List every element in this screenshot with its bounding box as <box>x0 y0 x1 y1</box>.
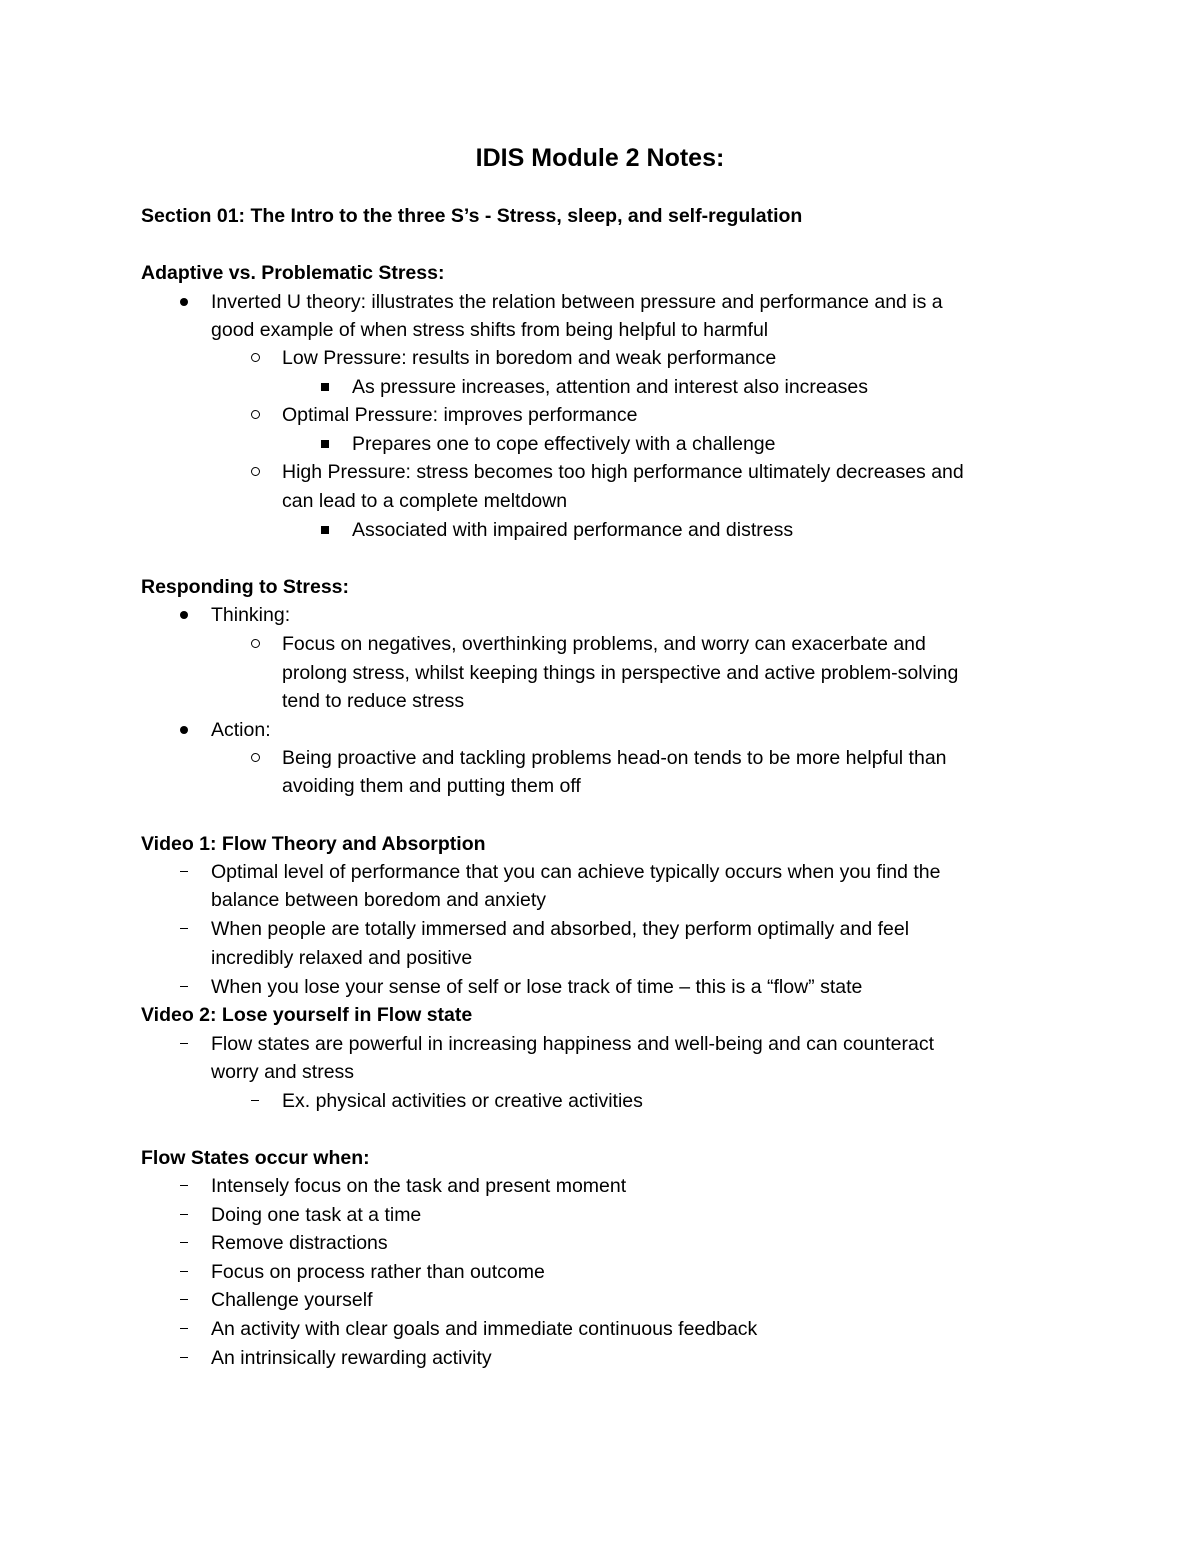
bullet-dash-icon <box>174 1258 194 1286</box>
video1-item-cont: balance between boredom and anxiety <box>211 889 546 911</box>
inverted-u-text-cont: good example of when stress shifts from being helpful to harmful <box>211 319 769 341</box>
bullet-dash-icon <box>174 973 194 1001</box>
bullet-square-icon <box>315 373 335 401</box>
document-title: IDIS Module 2 Notes: <box>475 144 725 172</box>
section-heading: Section 01: The Intro to the three S’s - Stress, sleep, and self-regulation <box>141 205 803 227</box>
bullet-dot-icon <box>174 716 194 744</box>
flow-state-item: Challenge yourself <box>211 1289 373 1311</box>
bullet-ring-icon <box>245 401 265 429</box>
thinking-text: Focus on negatives, overthinking problems, and worry can exacerbate and <box>282 633 926 655</box>
bullet-dash-icon <box>174 1172 194 1200</box>
bullet-dash-icon <box>174 1229 194 1257</box>
flow-states-heading: Flow States occur when: <box>141 1147 370 1169</box>
flow-state-item: An intrinsically rewarding activity <box>211 1347 492 1369</box>
video2-heading: Video 2: Lose yourself in Flow state <box>141 1004 473 1026</box>
low-pressure-sub-text: As pressure increases, attention and interest also increases <box>352 376 868 398</box>
action-text: Being proactive and tackling problems head-on tends to be more helpful than <box>282 747 947 769</box>
responding-heading: Responding to Stress: <box>141 576 350 598</box>
bullet-square-icon <box>315 516 335 544</box>
high-pressure-text: High Pressure: stress becomes too high performance ultimately decreases and <box>282 461 964 483</box>
bullet-dash-icon <box>245 1087 265 1115</box>
bullet-dash-icon <box>174 1201 194 1229</box>
high-pressure-text-cont: can lead to a complete meltdown <box>282 490 568 512</box>
bullet-dash-icon <box>174 858 194 886</box>
flow-state-item: Intensely focus on the task and present moment <box>211 1175 627 1197</box>
flow-state-item: Focus on process rather than outcome <box>211 1261 545 1283</box>
thinking-text-cont: tend to reduce stress <box>282 690 465 712</box>
bullet-dash-icon <box>174 1030 194 1058</box>
thinking-text-cont: prolong stress, whilst keeping things in perspective and active problem-solving <box>282 662 959 684</box>
bullet-dot-icon <box>174 601 194 629</box>
flow-state-item: Remove distractions <box>211 1232 388 1254</box>
video1-item: Optimal level of performance that you can achieve typically occurs when you find the <box>211 861 941 883</box>
flow-state-item: An activity with clear goals and immediate continuous feedback <box>211 1318 758 1340</box>
video1-heading: Video 1: Flow Theory and Absorption <box>141 833 486 855</box>
action-label: Action: <box>211 719 271 741</box>
action-text-cont: avoiding them and putting them off <box>282 775 581 797</box>
bullet-ring-icon <box>245 630 265 658</box>
adaptive-heading: Adaptive vs. Problematic Stress: <box>141 262 445 284</box>
high-pressure-sub-text: Associated with impaired performance and distress <box>352 519 794 541</box>
thinking-label: Thinking: <box>211 604 291 626</box>
bullet-dash-icon <box>174 1315 194 1343</box>
video2-item-cont: worry and stress <box>211 1061 355 1083</box>
bullet-square-icon <box>315 430 335 458</box>
bullet-dash-icon <box>174 1344 194 1372</box>
inverted-u-text: Inverted U theory: illustrates the relation between pressure and performance and is a <box>211 291 943 313</box>
optimal-pressure-sub-text: Prepares one to cope effectively with a challenge <box>352 433 776 455</box>
optimal-pressure-text: Optimal Pressure: improves performance <box>282 404 638 426</box>
video1-item: When people are totally immersed and absorbed, they perform optimally and feel <box>211 918 910 940</box>
video2-item: Flow states are powerful in increasing happiness and well-being and can counteract <box>211 1033 935 1055</box>
flow-state-item: Doing one task at a time <box>211 1204 422 1226</box>
bullet-dash-icon <box>174 1286 194 1314</box>
bullet-ring-icon <box>245 458 265 486</box>
video1-item-cont: incredibly relaxed and positive <box>211 947 473 969</box>
video1-item: When you lose your sense of self or lose track of time – this is a “flow” state <box>211 976 863 998</box>
bullet-dot-icon <box>174 288 194 316</box>
bullet-ring-icon <box>245 344 265 372</box>
video2-sub-item: Ex. physical activities or creative activities <box>282 1090 643 1112</box>
bullet-ring-icon <box>245 744 265 772</box>
bullet-dash-icon <box>174 915 194 943</box>
low-pressure-text: Low Pressure: results in boredom and weak performance <box>282 347 777 369</box>
